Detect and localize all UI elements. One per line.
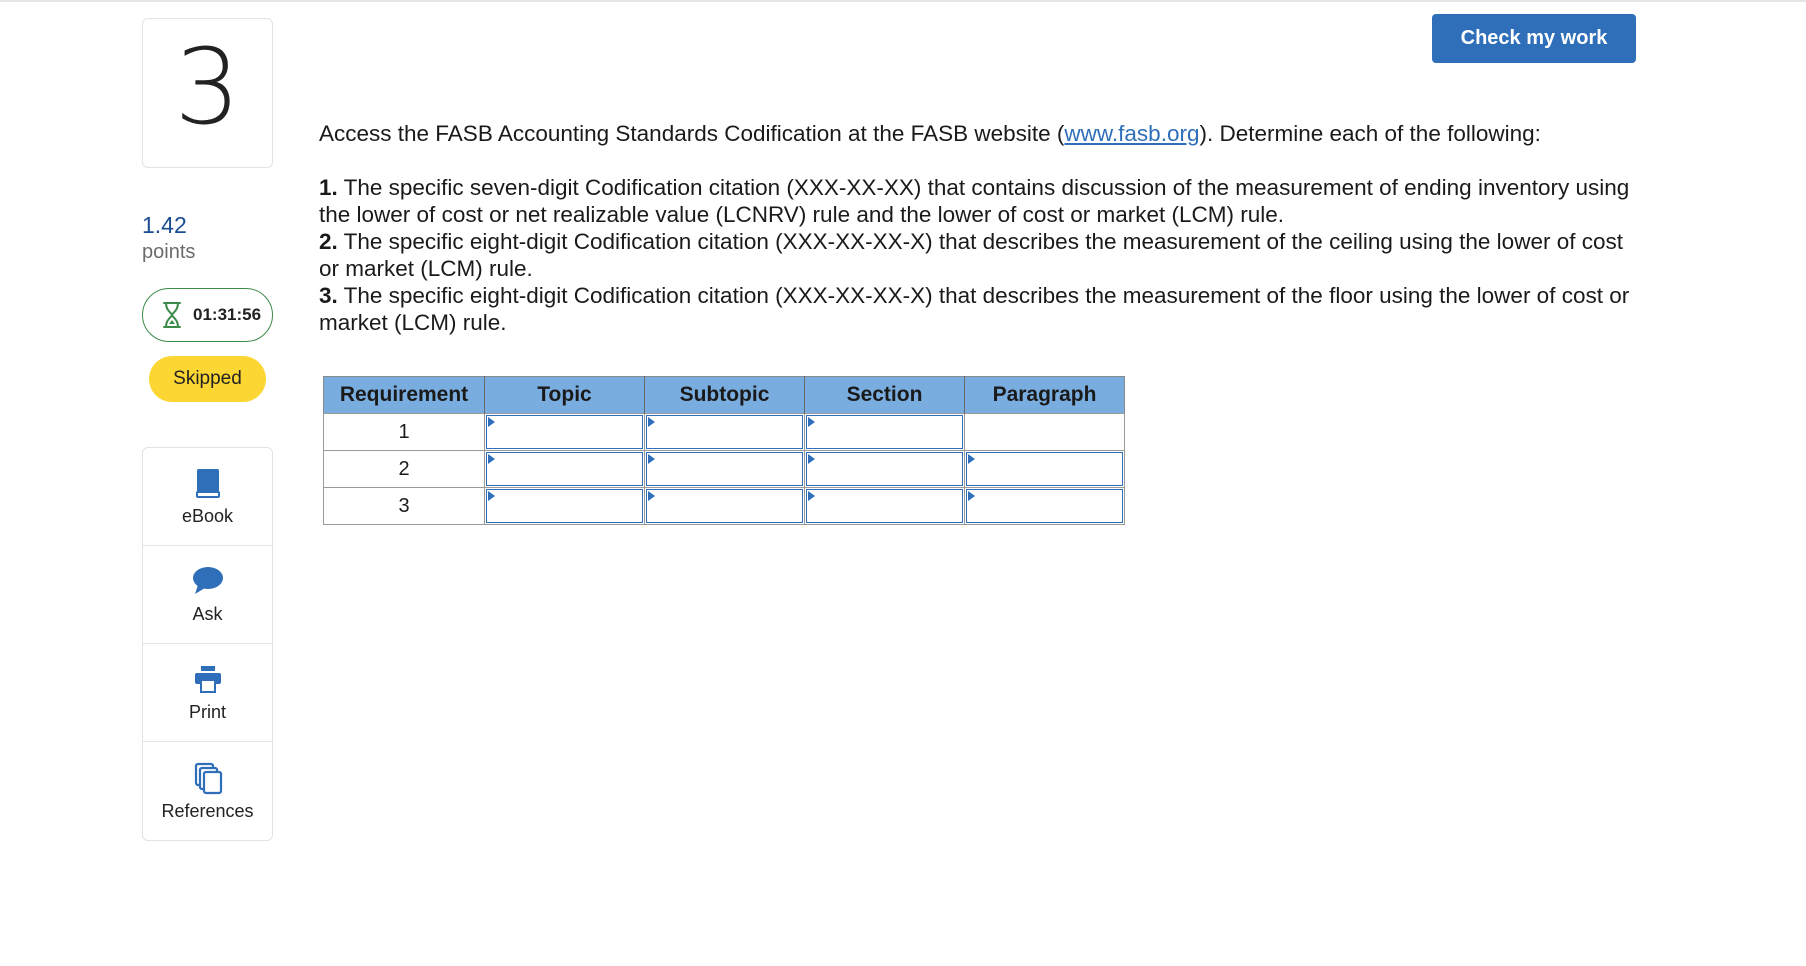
ebook-button[interactable] bbox=[143, 448, 272, 546]
references-label: References bbox=[161, 800, 254, 821]
table-header-row bbox=[324, 377, 1125, 414]
subtopic-cell bbox=[645, 451, 805, 488]
header-paragraph: Paragraph bbox=[965, 377, 1125, 414]
table-row bbox=[324, 414, 1125, 451]
requirement-number: 1. bbox=[319, 175, 338, 200]
printer-icon bbox=[191, 662, 225, 696]
ask-button[interactable] bbox=[143, 546, 272, 644]
topic-input[interactable] bbox=[486, 452, 643, 486]
question-number: 3 bbox=[174, 26, 241, 148]
ebook-label: eBook bbox=[181, 506, 234, 526]
requirement-cell: 2 bbox=[324, 451, 485, 488]
question-prompt bbox=[319, 120, 1649, 336]
header-subtopic: Subtopic bbox=[645, 377, 805, 414]
question-number-card bbox=[142, 18, 273, 168]
requirement-item bbox=[319, 282, 1649, 336]
topic-input[interactable] bbox=[486, 415, 643, 449]
hourglass-icon bbox=[161, 301, 183, 329]
section-cell bbox=[805, 488, 965, 525]
section-input[interactable] bbox=[806, 452, 963, 486]
paragraph-cell-disabled bbox=[965, 414, 1125, 451]
header-topic: Topic bbox=[485, 377, 645, 414]
subtopic-cell bbox=[645, 488, 805, 525]
subtopic-cell bbox=[645, 414, 805, 451]
answer-table bbox=[323, 376, 1125, 525]
requirement-cell: 3 bbox=[324, 488, 485, 525]
subtopic-input[interactable] bbox=[646, 415, 803, 449]
paragraph-cell bbox=[965, 451, 1125, 488]
check-my-work-button[interactable]: Check my work bbox=[1432, 14, 1636, 63]
ask-label: Ask bbox=[192, 604, 223, 624]
timer bbox=[142, 288, 273, 342]
points-value: 1.42 bbox=[142, 212, 187, 238]
header-section: Section bbox=[805, 377, 965, 414]
section-cell bbox=[805, 451, 965, 488]
topic-cell bbox=[485, 451, 645, 488]
timer-value: 01:31:56 bbox=[193, 305, 262, 324]
intro-before: Access the FASB Accounting Standards Codification at the FASB website ( bbox=[319, 121, 1065, 146]
paragraph-input[interactable] bbox=[966, 489, 1123, 523]
requirement-number: 2. bbox=[319, 229, 338, 254]
chat-bubble-icon bbox=[191, 564, 225, 598]
fasb-link[interactable]: www.fasb.org bbox=[1064, 121, 1200, 146]
top-divider bbox=[0, 0, 1806, 2]
section-cell bbox=[805, 414, 965, 451]
paragraph-input[interactable] bbox=[966, 452, 1123, 486]
topic-input[interactable] bbox=[486, 489, 643, 523]
status-badge: Skipped bbox=[149, 356, 266, 402]
table-row bbox=[324, 451, 1125, 488]
topic-cell bbox=[485, 414, 645, 451]
section-input[interactable] bbox=[806, 415, 963, 449]
intro-after: ). Determine each of the following: bbox=[1199, 121, 1541, 146]
section-input[interactable] bbox=[806, 489, 963, 523]
requirement-text: The specific eight-digit Codification citation (XXX-XX-XX-X) that describes the measurement of the ceiling using the lower of cost or market (LCM) rule. bbox=[319, 229, 1623, 281]
topic-cell bbox=[485, 488, 645, 525]
header-requirement: Requirement bbox=[324, 377, 485, 414]
print-label: Print bbox=[188, 702, 226, 722]
requirement-number: 3. bbox=[319, 283, 338, 308]
print-button[interactable] bbox=[143, 644, 272, 742]
subtopic-input[interactable] bbox=[646, 452, 803, 486]
requirement-text: The specific seven-digit Codification citation (XXX-XX-XX) that contains discussion of the measurement of ending inventory using the lower of cost or net realizable value (LCNRV) rule and the lower of cost or market (LCM) rule. bbox=[319, 175, 1630, 227]
requirement-item bbox=[319, 228, 1649, 282]
paragraph-cell bbox=[965, 488, 1125, 525]
requirement-text: The specific eight-digit Codification citation (XXX-XX-XX-X) that describes the measurement of the floor using the lower of cost or market (LCM) rule. bbox=[319, 283, 1630, 335]
requirement-cell: 1 bbox=[324, 414, 485, 451]
tools-panel bbox=[142, 447, 273, 841]
references-button[interactable] bbox=[143, 742, 272, 840]
points-label: points bbox=[142, 241, 196, 263]
prompt-intro bbox=[319, 120, 1649, 148]
requirement-item bbox=[319, 174, 1649, 228]
requirements-list bbox=[319, 174, 1649, 336]
copy-documents-icon bbox=[191, 761, 225, 795]
book-icon bbox=[191, 466, 225, 500]
subtopic-input[interactable] bbox=[646, 489, 803, 523]
table-row bbox=[324, 488, 1125, 525]
